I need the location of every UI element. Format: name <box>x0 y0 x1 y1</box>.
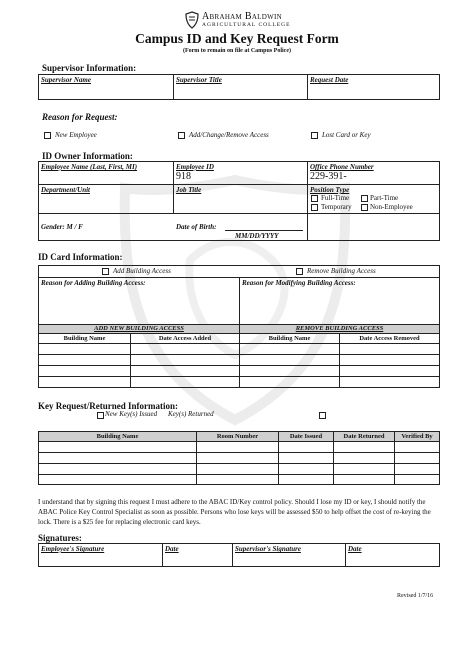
request-date-field[interactable]: Request Date <box>310 76 349 84</box>
supervisor-title-field[interactable]: Supervisor Title <box>176 76 222 84</box>
add-building-label: Add Building Access <box>113 267 171 275</box>
college-logo <box>185 11 335 33</box>
table-row[interactable] <box>38 463 440 464</box>
temporary-label: Temporary <box>321 203 352 211</box>
add-change-remove-label: Add/Change/Remove Access <box>189 131 269 139</box>
full-time-checkbox[interactable] <box>311 195 318 202</box>
non-employee-label: Non-Employee <box>370 203 413 211</box>
key-returned-checkbox[interactable] <box>319 412 326 419</box>
col-building-remove: Building Name <box>268 335 311 342</box>
key-col-room: Room Number <box>216 433 259 440</box>
key-returned-label: Key(s) Returned <box>168 410 214 418</box>
add-access-header: ADD NEW BUILDING ACCESS <box>94 325 184 332</box>
key-issued-label: New Key(s) Issued <box>105 410 158 418</box>
card-heading: ID Card Information: <box>38 252 123 262</box>
employee-id-label: Employee ID <box>176 163 214 171</box>
remove-access-header: REMOVE BUILDING ACCESS <box>295 325 384 332</box>
non-employee-checkbox[interactable] <box>361 204 368 211</box>
col-building-add: Building Name <box>63 335 106 342</box>
department-field[interactable]: Department/Unit <box>41 186 91 194</box>
lost-card-label: Lost Card or Key <box>322 131 371 139</box>
logo-subtitle: AGRICULTURAL COLLEGE <box>202 22 291 28</box>
table-row[interactable] <box>38 452 440 453</box>
job-title-field[interactable]: Job Title <box>176 186 202 194</box>
key-col-building: Building Name <box>96 433 139 440</box>
signatures-heading: Signatures: <box>38 533 82 543</box>
logo-name: Abraham Baldwin <box>202 11 282 22</box>
new-employee-label: New Employee <box>55 131 97 139</box>
reason-add-field[interactable]: Reason for Adding Building Access: <box>41 279 146 287</box>
dob-format: MM/DD/YYYY <box>235 232 279 240</box>
employee-date-field[interactable]: Date <box>165 545 179 553</box>
reason-heading: Reason for Request: <box>42 112 118 122</box>
part-time-label: Part-Time <box>370 194 399 202</box>
full-time-label: Full-Time <box>321 194 350 202</box>
employee-id-value[interactable]: 918 <box>176 171 191 182</box>
remove-building-label: Remove Building Access <box>307 267 376 275</box>
logo-emblem-icon <box>185 11 199 29</box>
col-date-added: Date Access Added <box>158 335 212 342</box>
add-building-checkbox[interactable] <box>102 268 109 275</box>
supervisor-box <box>38 74 440 100</box>
table-row[interactable] <box>38 354 440 355</box>
page-title: Campus ID and Key Request Form <box>135 31 339 46</box>
key-col-verified: Verified By <box>401 433 433 440</box>
gender-field[interactable]: Gender: M / F <box>41 223 83 231</box>
key-col-date-issued: Date Issued <box>289 433 323 440</box>
col-date-removed: Date Access Removed <box>359 335 420 342</box>
office-phone-label: Office Phone Number <box>310 163 374 171</box>
table-row[interactable] <box>38 474 440 475</box>
add-change-remove-checkbox[interactable] <box>178 132 185 139</box>
key-heading: Key Request/Returned Information: <box>38 401 178 411</box>
key-issued-checkbox[interactable] <box>97 412 104 419</box>
employee-name-field[interactable]: Employee Name (Last, First, MI) <box>41 163 138 171</box>
supervisor-heading: Supervisor Information: <box>42 63 137 73</box>
position-type-label: Position Type <box>310 186 350 194</box>
agreement-text: I understand that by signing this request I must adhere to the ABAC ID/Key control policy. Should I lose my ID or key, I should notify the ABAC Police Key Control Specialist as soon as possible. Persons who lose keys will be assessed $50 to help offset the cost of re-keying the lock. There is a $25 fee for replacing electronic card keys. <box>38 498 431 526</box>
key-col-date-returned: Date Returned <box>343 433 385 440</box>
reason-modify-field[interactable]: Reason for Modifying Building Access: <box>242 279 356 287</box>
office-phone-value[interactable]: 229-391- <box>310 171 347 182</box>
new-employee-checkbox[interactable] <box>44 132 51 139</box>
temporary-checkbox[interactable] <box>311 204 318 211</box>
table-row[interactable] <box>38 376 440 377</box>
supervisor-date-field[interactable]: Date <box>348 545 362 553</box>
page-subtitle: (Form to remain on file at Campus Police) <box>182 48 292 54</box>
supervisor-signature-field[interactable]: Supervisor's Signature <box>235 545 301 553</box>
employee-signature-field[interactable]: Employee's Signature <box>41 545 105 553</box>
lost-card-checkbox[interactable] <box>311 132 318 139</box>
part-time-checkbox[interactable] <box>361 195 368 202</box>
owner-heading: ID Owner Information: <box>42 151 133 161</box>
dob-input-line[interactable] <box>225 230 303 231</box>
table-row[interactable] <box>38 365 440 366</box>
dob-label: Date of Birth: <box>176 223 217 231</box>
supervisor-name-field[interactable]: Supervisor Name <box>41 76 91 84</box>
remove-building-checkbox[interactable] <box>296 268 303 275</box>
revised-date: Revised 1/7/16 <box>397 593 434 599</box>
